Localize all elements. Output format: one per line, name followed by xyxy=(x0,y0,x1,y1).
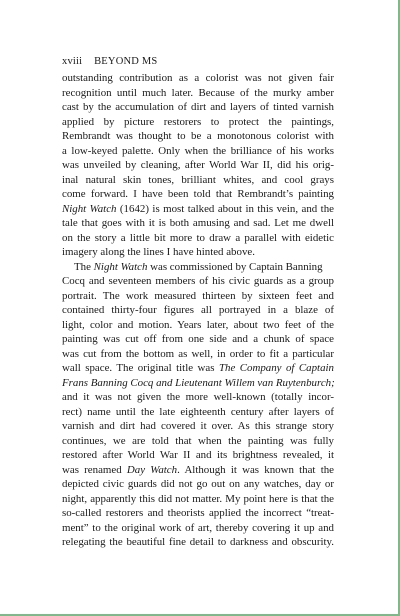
text-line xyxy=(62,173,334,188)
text-segment: was unveiled by cleaning, after World War II, did his orig- xyxy=(62,159,334,171)
text-segment: . Although it was known that the xyxy=(177,463,334,476)
italic-title-text: The Company of Captain xyxy=(218,362,334,374)
text-segment: come forward. I have been told that Rembrandt’s painting xyxy=(62,188,334,200)
text-line xyxy=(62,535,334,550)
text-segment: and it was not given the more well-known (totally incor- xyxy=(62,391,334,403)
text-line xyxy=(62,390,334,405)
text-line xyxy=(62,477,334,492)
text-segment: was renamed xyxy=(62,463,127,476)
text-line xyxy=(62,521,334,536)
italic-title-text: Night Watch xyxy=(93,260,148,273)
text-line xyxy=(62,86,334,101)
text-line xyxy=(62,434,334,449)
text-segment: continues, we are told that when the painting was fully xyxy=(62,434,334,447)
text-line xyxy=(62,289,334,304)
text-line xyxy=(62,347,334,362)
text-segment: light, color and motion. Years later, about two feet of the xyxy=(62,318,334,331)
text-line xyxy=(62,100,334,115)
text-segment: varnish and dirt had covered it over. As this strange story xyxy=(62,420,334,432)
text-line xyxy=(62,332,334,347)
text-line xyxy=(62,115,334,130)
text-segment: inal natural skin tones, brilliant whites, and cool grays xyxy=(62,173,334,186)
text-line xyxy=(62,405,334,420)
text-segment: rect) name until the late eighteenth century after layers of xyxy=(62,405,334,418)
text-line xyxy=(62,419,334,434)
text-segment: ment” to the original work of art, thereby covering it up and xyxy=(62,521,334,534)
running-head-title: BEYOND MS xyxy=(94,56,158,67)
text-segment: was commissioned by Captain Banning xyxy=(147,260,323,273)
text-line xyxy=(62,71,334,86)
italic-title-text: Frans Banning Cocq and Lieutenant Willem van Ruytenburch; xyxy=(62,376,335,389)
text-line xyxy=(62,245,334,260)
text-segment: painting was cut off from one side and a chunk of space xyxy=(62,333,334,345)
text-segment: night, apparently this did not matter. My point here is that the xyxy=(62,492,334,505)
text-segment: (1642) is most talked about in this vein, and the xyxy=(116,202,334,215)
text-line xyxy=(62,260,334,275)
text-segment: Rembrandt was thought to be a monotonous colorist with xyxy=(62,130,334,142)
text-segment: The xyxy=(74,260,94,273)
page-number: xviii xyxy=(62,56,83,67)
text-segment: imagery along the lines I have hinted above. xyxy=(62,246,255,258)
text-segment: relegating the beautiful fine detail to darkness and obscurity. xyxy=(62,536,334,548)
text-segment: portrait. The work measured thirteen by sixteen feet and xyxy=(62,289,334,302)
text-line xyxy=(62,376,334,391)
text-segment: cast by the accumulation of dirt and layers of tinted varnish xyxy=(62,101,334,113)
text-segment: was cut from the bottom as well, in order to fit a particular xyxy=(62,347,334,360)
text-segment: recognition until much later. Because of the murky amber xyxy=(62,86,334,99)
running-head xyxy=(62,56,157,67)
text-line xyxy=(62,303,334,318)
text-line xyxy=(62,463,334,478)
text-segment: depicted civic guards did not go out on any watches, day or xyxy=(62,478,334,490)
text-line xyxy=(62,129,334,144)
text-segment: wall space. The original title was xyxy=(62,362,219,374)
text-line xyxy=(62,318,334,333)
text-segment: contained thirty-four figures all portrayed in a blaze of xyxy=(62,304,334,316)
body-text xyxy=(62,71,334,550)
text-segment: on the story a little bit more to draw a parallel with eidetic xyxy=(62,231,334,244)
text-line xyxy=(62,492,334,507)
text-line xyxy=(62,216,334,231)
text-segment: Cocq and seventeen members of his civic guards as a group xyxy=(62,275,334,287)
italic-title-text: Day Watch xyxy=(126,463,178,476)
text-segment: outstanding contribution as a colorist was not given fair xyxy=(62,72,334,84)
text-line xyxy=(62,361,334,376)
text-segment: so-called restorers and theorists applied the incorrect “treat- xyxy=(62,507,334,519)
text-segment: restored after World War II and its brightness revealed, it xyxy=(62,449,334,461)
text-line xyxy=(62,144,334,159)
text-line xyxy=(62,158,334,173)
text-line xyxy=(62,187,334,202)
text-segment: tale that goes with it is both amusing and sad. Let me dwell xyxy=(62,217,334,229)
text-segment: a low-keyed palette. Only when the brilliance of his works xyxy=(62,144,334,157)
italic-title-text: Night Watch xyxy=(62,202,117,215)
text-line xyxy=(62,202,334,217)
text-line xyxy=(62,506,334,521)
text-line xyxy=(62,448,334,463)
text-line xyxy=(62,274,334,289)
text-line xyxy=(62,231,334,246)
text-segment: applied by picture restorers to protect the paintings, xyxy=(62,115,334,128)
